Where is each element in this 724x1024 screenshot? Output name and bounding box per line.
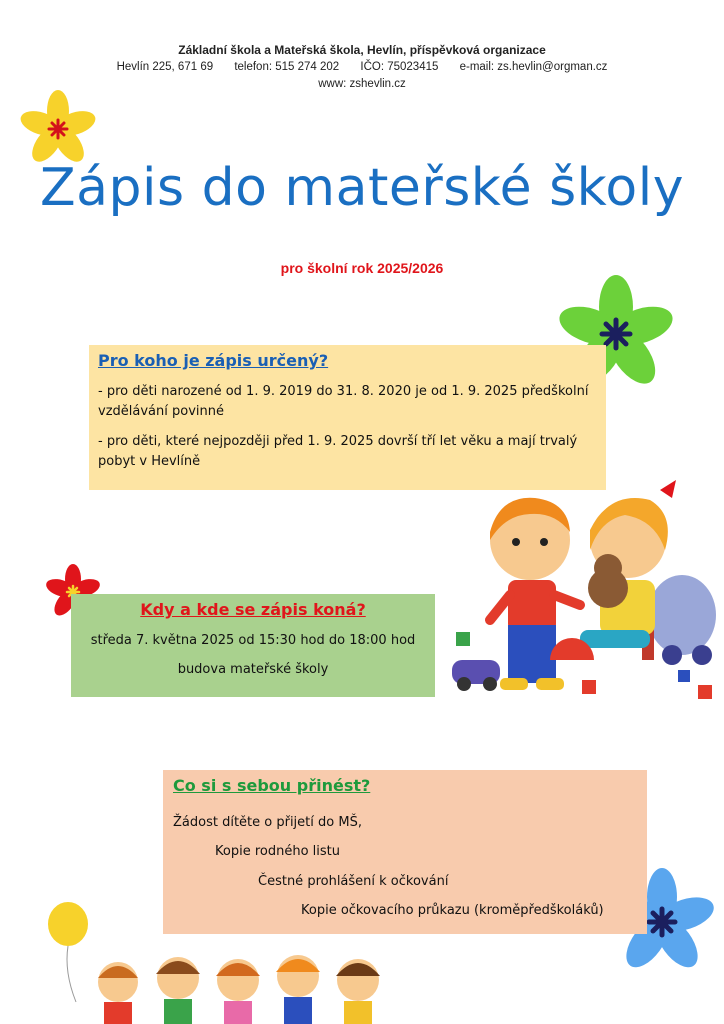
who-item-1: - pro děti narozené od 1. 9. 2019 do 31. 8. 2020 je od 1. 9. 2025 předškolní vzdělávání povinné — [98, 384, 589, 419]
who-item-2: - pro děti, které nejpozději před 1. 9. 2025 dovrší tří let věku a mají trvalý pobyt v Hevlíně — [98, 434, 578, 469]
when-place: budova mateřské školy — [177, 662, 329, 677]
address: Hevlín 225, 671 69 — [116, 61, 214, 73]
contact-line — [0, 61, 724, 73]
when-date: středa 7. května 2025 od 15:30 hod do 18:00 hod — [90, 633, 416, 648]
bring-heading: Co si s sebou přinést? — [173, 776, 371, 795]
phone: telefon: 515 274 202 — [234, 61, 340, 73]
when-heading: Kdy a kde se zápis koná? — [140, 600, 366, 619]
school-year-subtitle: pro školní rok 2025/2026 — [280, 260, 444, 276]
school-name: Základní škola a Mateřská škola, Hevlín, příspěvková organizace — [178, 43, 546, 57]
who-heading: Pro koho je zápis určený? — [98, 351, 329, 370]
bring-item-3: Čestné prohlášení k očkování — [258, 874, 449, 889]
who-section — [89, 345, 606, 490]
children-holding-hands-illustration — [28, 902, 408, 1024]
bring-item-2: Kopie rodného listu — [215, 844, 340, 859]
email: e-mail: zs.hevlin@orgman.cz — [459, 61, 608, 73]
children-playing-illustration — [450, 470, 720, 705]
page-title: Zápis do mateřské školy — [40, 158, 684, 218]
when-where-section — [71, 594, 435, 697]
ico: IČO: 75023415 — [360, 61, 439, 73]
website: www: zshevlin.cz — [318, 78, 406, 90]
yellow-flower-icon — [18, 92, 98, 167]
bring-item-1: Žádost dítěte o přijetí do MŠ, — [173, 815, 362, 830]
bring-item-4: Kopie očkovacího průkazu (kroměpředškoláků) — [301, 903, 604, 918]
